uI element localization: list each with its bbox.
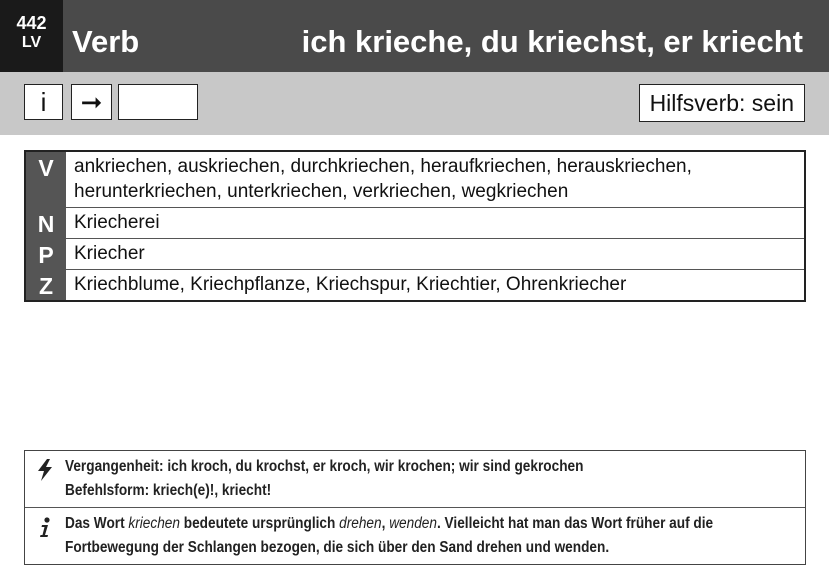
etymology-text: [65, 512, 716, 560]
word-category: Verb: [72, 24, 140, 59]
past-tense-line: Vergangenheit: ich kroch, du krochst, er kroch, wir krochen; wir sind gekrochen: [65, 458, 584, 475]
etymology-part: bedeutete ursprünglich: [179, 515, 340, 532]
table-row: [26, 269, 804, 300]
blank-box[interactable]: [118, 84, 198, 120]
derivations-table: [24, 150, 806, 302]
entry-number: 442: [16, 13, 47, 33]
notes-box: [24, 450, 806, 565]
imperative-line: Befehlsform: kriech(e)!, kriecht!: [65, 482, 272, 499]
header-bar: [0, 0, 829, 72]
table-row: [26, 238, 804, 269]
table-row: [26, 207, 804, 238]
entry-badge: [0, 0, 63, 72]
past-tense-note: [25, 451, 805, 507]
verb-forms: ich krieche, du kriechst, er kriecht: [301, 24, 803, 59]
row-key: Z: [26, 270, 66, 300]
past-tense-text: [65, 455, 716, 503]
table-row: [26, 152, 804, 207]
etymology-meaning: drehen: [339, 515, 382, 532]
row-text: ankriechen, auskriechen, durchkriechen, heraufkriechen, herauskriechen, herunterkriechen, unterkriechen, verkriechen, wegkriechen: [74, 156, 692, 202]
etymology-part: Das Wort: [65, 515, 129, 532]
lightning-icon: [25, 455, 65, 503]
etymology-separator: ,: [381, 515, 390, 532]
auxiliary-verb-box: Hilfsverb: sein: [639, 84, 805, 122]
etymology-part: . Vielleicht hat man das Wort früher auf die Fortbewegung der Schlangen bezogen, die sich über den Sand drehen und wenden.: [65, 515, 714, 556]
row-key: V: [26, 152, 66, 207]
etymology-meaning: wenden: [389, 515, 437, 532]
entry-code: LV: [21, 34, 42, 51]
toolbar: [0, 72, 829, 135]
row-key: N: [26, 208, 66, 238]
info-icon: [25, 512, 65, 560]
info-box[interactable]: i: [24, 84, 63, 120]
row-key: P: [26, 239, 66, 269]
row-text: Kriecherei: [74, 212, 160, 233]
arrow-box[interactable]: ➞: [71, 84, 112, 120]
row-text: Kriechblume, Kriechpflanze, Kriechspur, Kriechtier, Ohrenkriecher: [74, 274, 627, 295]
row-text: Kriecher: [74, 243, 145, 264]
etymology-word: kriechen: [128, 515, 180, 532]
etymology-note: [25, 507, 805, 564]
